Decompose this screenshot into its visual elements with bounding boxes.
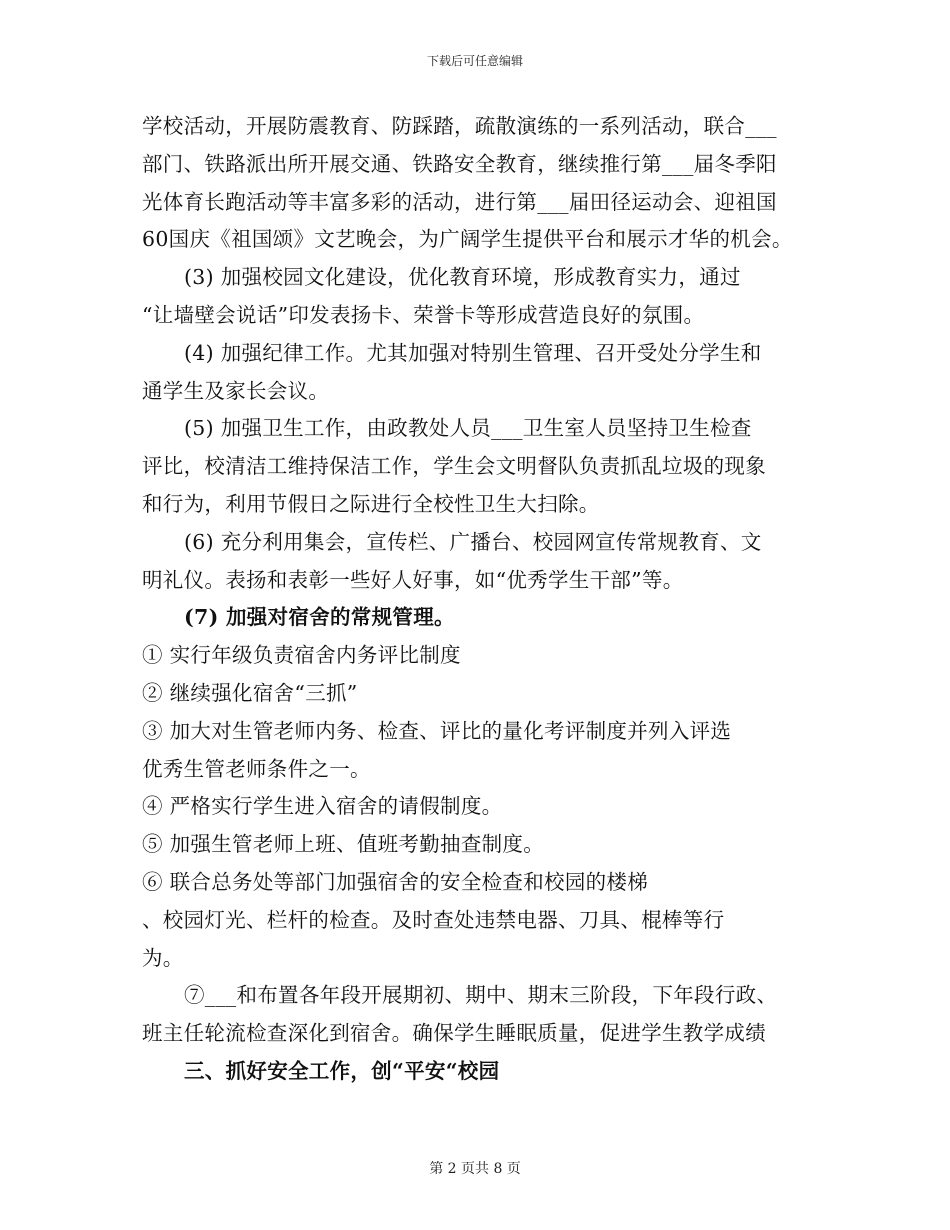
text-line-7: (4) 加强纪律工作。尤其加强对特别生管理、召开受处分学生和 <box>184 340 762 365</box>
list-item-5: ⑤ 加强生管老师上班、值班考勤抽查制度。 <box>142 832 545 857</box>
text-line-10: 评比，校清洁工维持保洁工作，学生会文明督队负责抓乱垃圾的现象 <box>142 454 766 479</box>
text-line-8: 通学生及家长会议。 <box>142 378 330 403</box>
list-item-3-cont: 优秀生管老师条件之一。 <box>142 756 371 781</box>
list-item-3: ③ 加大对生管老师内务、检查、评比的量化考评制度并列入评选 <box>142 718 732 743</box>
list-item-1: ① 实行年级负责宿舍内务评比制度 <box>142 643 461 668</box>
text-line-12: (6) 充分利用集会，宣传栏、广播台、校园网宣传常规教育、文 <box>184 529 762 554</box>
list-item-6-cont-2: 为。 <box>142 945 184 970</box>
text-line-3: 光体育长跑活动等丰富多彩的活动，进行第___届田径运动会、迎祖国 <box>142 189 777 214</box>
page-footer: 第 2 页共 8 页 <box>429 1161 521 1177</box>
text-line-6: “让墙壁会说话”印发表扬卡、荣誉卡等形成营造良好的氛围。 <box>142 302 705 327</box>
list-item-2: ② 继续强化宿舍“三抓” <box>142 680 358 705</box>
section-heading-3: 三、抓好安全工作，创“平安“校园 <box>184 1058 500 1083</box>
document-body <box>142 108 812 1091</box>
list-item-4: ④ 严格实行学生进入宿舍的请假制度。 <box>142 794 503 819</box>
text-line-9: (5) 加强卫生工作，由政教处人员___卫生室人员坚持卫生检查 <box>184 416 752 441</box>
list-item-6: ⑥ 联合总务处等部门加强宿舍的安全检查和校园的楼梯 <box>142 869 649 894</box>
list-item-7-cont: 班主任轮流检查深化到宿舍。确保学生睡眠质量，促进学生教学成绩 <box>142 1021 766 1046</box>
text-line-2: 部门、铁路派出所开展交通、铁路安全教育，继续推行第___届冬季阳 <box>142 151 777 176</box>
text-line-11: 和行为，利用节假日之际进行全校性卫生大扫除。 <box>142 491 600 516</box>
page-header: 下载后可任意编辑 <box>426 54 523 68</box>
section-heading-7: (7) 加强对宿舍的常规管理。 <box>184 605 455 630</box>
list-item-7: ⑦___和布置各年段开展期初、期中、期末三阶段，下年段行政、 <box>184 983 778 1008</box>
text-line-13: 明礼仪。表扬和表彰一些好人好事，如“优秀学生干部”等。 <box>142 567 684 592</box>
list-item-6-cont-1: 、校园灯光、栏杆的检查。及时查处违禁电器、刀具、棍棒等行 <box>142 907 725 932</box>
text-line-5: (3) 加强校园文化建设，优化教育环境，形成教育实力，通过 <box>184 265 741 290</box>
text-line-1: 学校活动，开展防震教育、防踩踏，疏散演练的一系列活动，联合___ <box>142 114 777 138</box>
text-line-4: 60国庆《祖国颂》文艺晚会，为广阔学生提供平台和展示才华的机会。 <box>142 227 793 252</box>
